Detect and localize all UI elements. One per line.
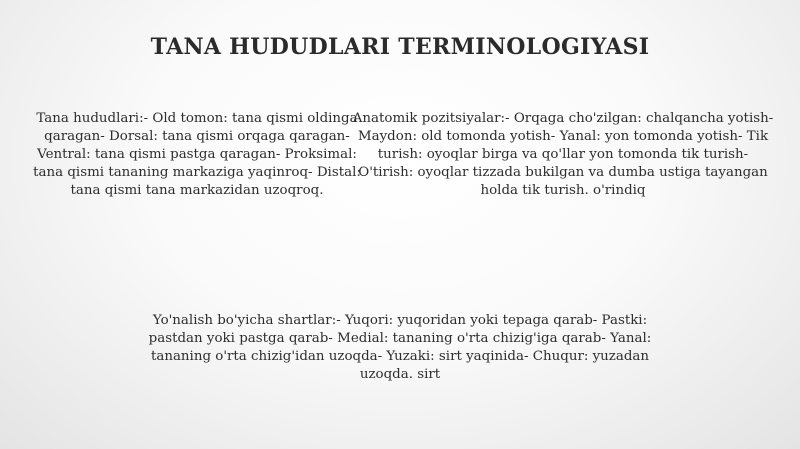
directional-terms-text: Yo'nalish bo'yicha shartlar:- Yuqori: yuqoridan yoki tepaga qarab- Pastki: pastdan yoki pastga qarab- Medial: tananing o'rta chizig'iga qarab- Yanal: tananing o'rta chizig'idan uzoqda- Yuzaki: sirt yaqinida- Chuqur: yuzadan uzoqda. sirt: [148, 313, 652, 382]
body-regions-text: Tana hududlari:- Old tomon: tana qismi oldinga qaragan- Dorsal: tana qismi orqaga qaragan- Ventral: tana qismi pastga qaragan- Proksimal: tana qismi tananing markaziga yaqinroq- Distal: tana qismi tana markazidan uzoqroq.: [33, 111, 361, 198]
slide-title: TANA HUDUDLARI TERMINOLOGIYASI: [150, 34, 650, 60]
anatomical-positions-text: Anatomik pozitsiyalar:- Orqaga cho'zilgan: chalqancha yotish- Maydon: old tomonda yotish- Yanal: yon tomonda yotish- Tik turish: oyoqlar birga va qo'llar yon tomonda tik turish- O'tirish: oyoqlar tizzada bukilgan va dumba ustiga tayangan holda tik turish. o'rindiq: [352, 111, 774, 198]
